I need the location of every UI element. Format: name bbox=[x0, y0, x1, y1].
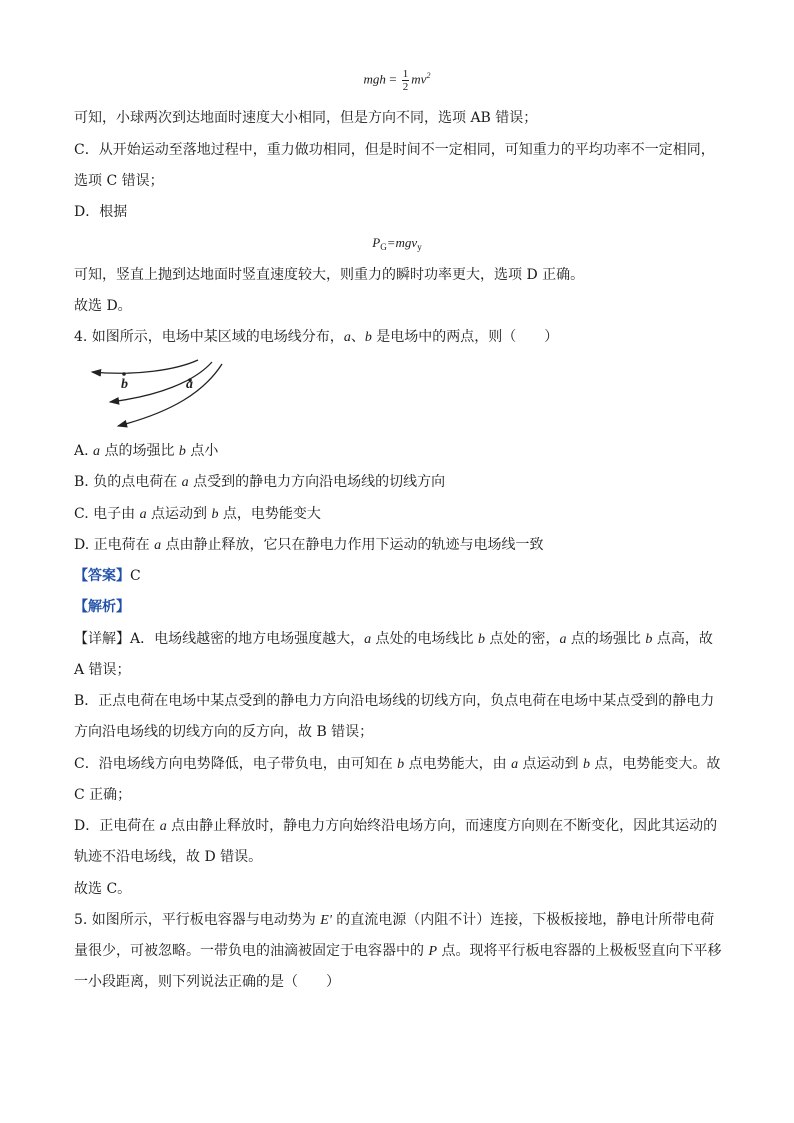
fraction-denominator: 2 bbox=[402, 80, 409, 93]
question-5-stem bbox=[74, 910, 724, 931]
option-text: B. 负的点电荷在 bbox=[74, 474, 182, 490]
option-b bbox=[74, 472, 724, 493]
explanation-line bbox=[74, 629, 724, 650]
formula-eq: = bbox=[385, 71, 400, 87]
formula-power bbox=[0, 233, 794, 257]
point-b: b bbox=[645, 632, 653, 647]
explanation-line bbox=[74, 754, 724, 775]
answer-tag: 【答案】 bbox=[74, 568, 130, 584]
explanation-text: A．电场线越密的地方电场强度越大， bbox=[130, 631, 365, 647]
point-p: P bbox=[428, 944, 438, 959]
formula-sup: 2 bbox=[426, 71, 431, 80]
option-text: 点，电势能变大 bbox=[218, 506, 321, 522]
option-text: 点由静止释放，它只在静电力作用下运动的轨迹与电场线一致 bbox=[161, 537, 544, 553]
formula-p-sub: G bbox=[380, 242, 387, 252]
separator: 、 bbox=[350, 329, 365, 345]
option-c bbox=[74, 504, 724, 525]
explanation-line: 故选 C。 bbox=[74, 881, 132, 897]
explanation-line: 方向沿电场线的切线方向的反方向，故 B 错误； bbox=[74, 724, 374, 740]
point-a: a bbox=[139, 507, 147, 522]
formula-p: P bbox=[372, 235, 381, 250]
explanation-line: 轨迹不沿电场线，故 D 错误。 bbox=[74, 849, 263, 865]
text-line: 可知，小球两次到达地面时速度大小相同，但是方向不同，选项 AB 错误； bbox=[74, 110, 538, 126]
fraction bbox=[402, 68, 410, 93]
explanation-text: D．正电荷在 bbox=[74, 818, 160, 834]
point-b-dot bbox=[122, 372, 126, 376]
stem-text: 量很少，可被忽略。一带负电的油滴被固定于电容器中的 bbox=[74, 943, 429, 959]
point-b: b bbox=[364, 330, 372, 345]
answer-value: C bbox=[130, 568, 141, 584]
question-4-stem bbox=[74, 327, 724, 348]
point-b: b bbox=[397, 757, 405, 772]
explanation-line: C 正确； bbox=[74, 787, 132, 803]
point-b: b bbox=[211, 507, 219, 522]
option-text: 点的场强比 bbox=[100, 443, 179, 459]
formula-mid: =mgv bbox=[386, 235, 418, 250]
explanation-text: 点，电势能变大。故 bbox=[589, 756, 721, 772]
emf-symbol: E' bbox=[320, 913, 332, 928]
point-a: a bbox=[181, 475, 189, 490]
option-text: D. 正电荷在 bbox=[74, 537, 155, 553]
analysis-line bbox=[74, 597, 724, 617]
point-a: a bbox=[511, 757, 519, 772]
label-a: a bbox=[186, 377, 193, 392]
option-a bbox=[74, 441, 724, 462]
field-line-1 bbox=[92, 360, 198, 373]
fraction-numerator: 1 bbox=[402, 67, 409, 80]
explanation-text: 点处的密， bbox=[485, 631, 560, 647]
question-5-stem: 一小段距离，则下列说法正确的是（ ） bbox=[74, 974, 340, 990]
label-b: b bbox=[121, 377, 128, 392]
stem-text: 是电场中的两点，则（ ） bbox=[371, 329, 559, 345]
point-a: a bbox=[93, 444, 101, 459]
formula-energy bbox=[0, 66, 794, 93]
detail-tag: 【详解】 bbox=[74, 631, 130, 647]
explanation-text: 点高，故 bbox=[652, 631, 713, 647]
point-a: a bbox=[343, 330, 351, 345]
formula-v-sub: y bbox=[417, 242, 422, 252]
explanation-text: 点由静止释放时，静电力方向始终沿电场方向，而速度方向则在不断变化，因此其运动的 bbox=[166, 818, 718, 834]
point-b: b bbox=[582, 757, 590, 772]
point-b: b bbox=[478, 632, 486, 647]
text-line: 故选 D。 bbox=[74, 298, 132, 314]
explanation-line bbox=[74, 816, 724, 837]
explanation-line: A 错误； bbox=[74, 662, 131, 678]
explanation-text: 点的场强比 bbox=[566, 631, 646, 647]
point-a: a bbox=[559, 632, 567, 647]
text-line: C．从开始运动至落地过程中，重力做功相同，但是时间不一定相同，可知重力的平均功率不一定相同， bbox=[74, 142, 715, 158]
question-5-stem bbox=[74, 941, 724, 962]
stem-text: 的直流电源（内阻不计）连接，下极板接地，静电计所带电荷 bbox=[331, 912, 715, 928]
answer-line bbox=[74, 566, 724, 586]
point-b: b bbox=[178, 444, 186, 459]
formula-lhs: mgh bbox=[363, 71, 386, 87]
text-line: 选项 C 错误； bbox=[74, 173, 164, 189]
text-line: 可知，竖直上抛到达地面时竖直速度较大，则重力的瞬时功率更大，选项 D 正确。 bbox=[74, 267, 585, 283]
option-text: 点运动到 bbox=[146, 506, 212, 522]
stem-text: 5. 如图所示，平行板电容器与电动势为 bbox=[74, 912, 321, 928]
stem-text: 4. 如图所示，电场中某区域的电场线分布， bbox=[74, 329, 344, 345]
option-d bbox=[74, 535, 724, 556]
option-label: A. bbox=[74, 443, 94, 459]
point-a: a bbox=[154, 538, 162, 553]
option-text: 点受到的静电力方向沿电场线的切线方向 bbox=[188, 474, 446, 490]
explanation-text: 点电势能大，由 bbox=[404, 756, 512, 772]
point-a: a bbox=[364, 632, 372, 647]
formula-rhs: mv bbox=[411, 71, 427, 87]
text-line: D．根据 bbox=[74, 204, 128, 220]
point-a: a bbox=[159, 819, 167, 834]
option-text: 点小 bbox=[185, 443, 219, 459]
option-text: C. 电子由 bbox=[74, 506, 140, 522]
explanation-text: 点处的电场线比 bbox=[371, 631, 479, 647]
explanation-line: B．正点电荷在电场中某点受到的静电力方向沿电场线的切线方向，负点电荷在电场中某点受到的静电力 bbox=[74, 693, 715, 709]
explanation-text: 点运动到 bbox=[518, 756, 583, 772]
electric-field-diagram bbox=[86, 358, 236, 430]
explanation-text: C．沿电场线方向电势降低，电子带负电，由可知在 bbox=[74, 756, 398, 772]
analysis-tag: 【解析】 bbox=[74, 599, 130, 615]
stem-text: 点。现将平行板电容器的上极板竖直向下平移 bbox=[437, 943, 722, 959]
